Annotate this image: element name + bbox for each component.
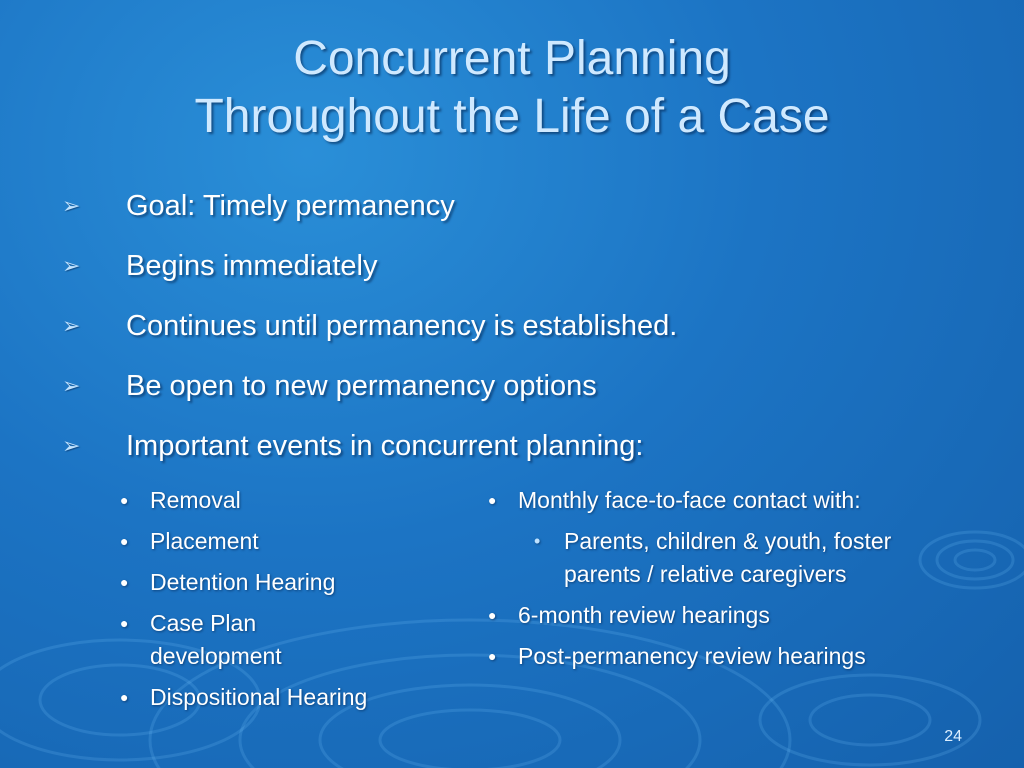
main-bullet-item: [62, 364, 962, 424]
arrow-bullet-icon: ➢: [62, 373, 81, 398]
slide-title: [0, 30, 1024, 146]
event-item: [118, 681, 448, 714]
main-bullet-item: [62, 304, 962, 364]
event-text: Monthly face-to-face contact with:: [518, 487, 861, 513]
event-item: [486, 640, 1006, 673]
main-bullet-list: [62, 184, 962, 484]
event-item: [118, 525, 448, 558]
dot-bullet-icon: ●: [120, 533, 129, 549]
event-text: 6-month review hearings: [518, 602, 770, 628]
event-text: Placement: [150, 528, 259, 554]
bullet-text: Begins immediately: [126, 250, 378, 282]
event-item: [118, 484, 448, 517]
event-item: [486, 484, 1006, 517]
event-item: [486, 599, 1006, 632]
event-text: Case Plan development: [150, 610, 282, 669]
event-item: [118, 566, 448, 599]
events-list-left: [118, 484, 448, 722]
event-subitem-text: Parents, children & youth, foster parents / relative caregivers: [564, 528, 892, 587]
dot-bullet-icon: ●: [488, 492, 497, 508]
dot-bullet-icon: ●: [120, 492, 129, 508]
bullet-text: Goal: Timely permanency: [126, 190, 455, 222]
title-line-1: Concurrent Planning: [293, 32, 731, 85]
events-list-right: [486, 484, 1006, 681]
arrow-bullet-icon: ➢: [62, 193, 81, 218]
dot-bullet-icon: ●: [120, 615, 129, 631]
small-dot-bullet-icon: •: [534, 531, 541, 551]
event-subitem-group: [486, 525, 1006, 591]
bullet-text: Continues until permanency is established.: [126, 310, 678, 342]
arrow-bullet-icon: ➢: [62, 253, 81, 278]
monthly-contact-sublist: [534, 525, 1006, 591]
main-bullet-item: [62, 184, 962, 244]
arrow-bullet-icon: ➢: [62, 433, 81, 458]
event-text: Post-permanency review hearings: [518, 643, 866, 669]
main-bullet-item: [62, 244, 962, 304]
event-item: [118, 607, 338, 673]
title-line-2: Throughout the Life of a Case: [194, 90, 830, 143]
dot-bullet-icon: ●: [120, 689, 129, 705]
page-number: 24: [944, 728, 962, 745]
dot-bullet-icon: ●: [488, 607, 497, 623]
event-text: Removal: [150, 487, 241, 513]
bullet-text: Be open to new permanency options: [126, 370, 597, 402]
main-bullet-item: [62, 424, 962, 484]
dot-bullet-icon: ●: [488, 648, 497, 664]
event-text: Detention Hearing: [150, 569, 336, 595]
bullet-text: Important events in concurrent planning:: [126, 430, 644, 462]
event-text: Dispositional Hearing: [150, 684, 368, 710]
arrow-bullet-icon: ➢: [62, 313, 81, 338]
dot-bullet-icon: ●: [120, 574, 129, 590]
event-subitem: [534, 525, 894, 591]
